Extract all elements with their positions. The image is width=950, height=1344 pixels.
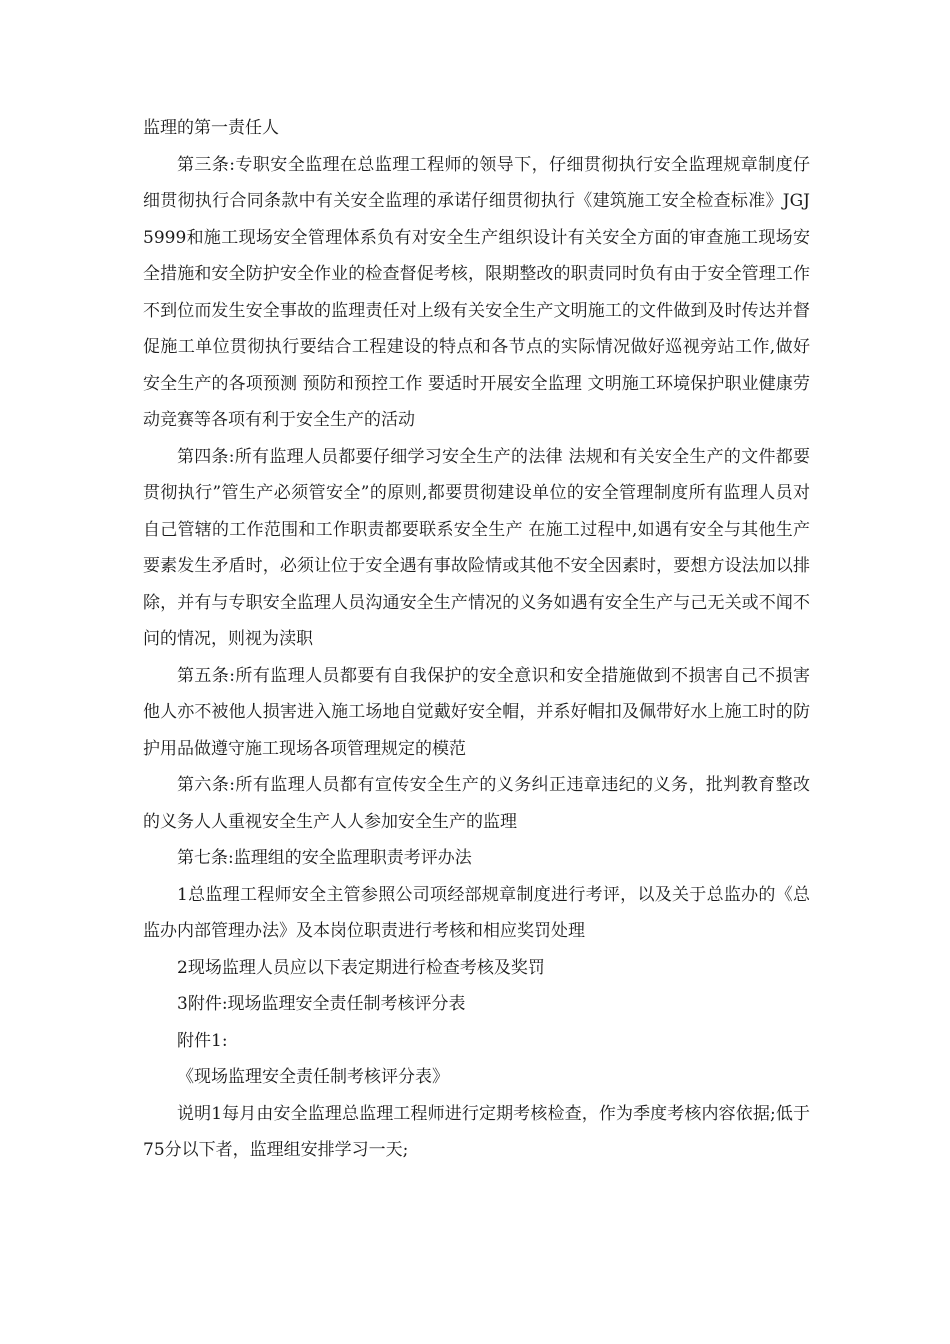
paragraph-note: 说明1每月由安全监理总监理工程师进行定期考核检查，作为季度考核内容依据;低于75分以下者，监理组安排学习一天; — [143, 1103, 810, 1160]
paragraph-article-6: 第六条:所有监理人员都有宣传安全生产的义务纠正违章违纪的义务，批判教育整改的义务人人重视安全生产人人参加安全生产的监理 — [143, 775, 810, 832]
paragraph-article-4: 第四条:所有监理人员都要仔细学习安全生产的法律 法规和有关安全生产的文件都要贯彻执行”管生产必须管安全”的原则,都要贯彻建设单位的安全管理制度所有监理人员对自己管辖的工作范围和工作职责都要联系安全生产 在施工过程中,如遇有安全与其他生产要素发生矛盾时，必须让位于安全遇有事故险情或其他不安全因素时，要想方设法加以排除，并有与专职安全监理人员沟通安全生产情况的义务如遇有安全生产与己无关或不闻不问的情况，则视为渎职 — [143, 446, 810, 649]
paragraph-article-3: 第三条:专职安全监理在总监理工程师的领导下，仔细贯彻执行安全监理规章制度仔细贯彻执行合同条款中有关安全监理的承诺仔细贯彻执行《建筑施工安全检查标准》JGJ5999和施工现场安全管理体系负有对安全生产组织设计有关安全方面的审查施工现场安全措施和安全防护安全作业的检查督促考核，限期整改的职责同时负有由于安全管理工作不到位而发生安全事故的监理责任对上级有关安全生产文明施工的文件做到及时传达并督促施工单位贯彻执行要结合工程建设的特点和各节点的实际情况做好巡视旁站工作,做好安全生产的各项预测 预防和预控工作 要适时开展安全监理 文明施工环境保护职业健康劳动竞赛等各项有利于安全生产的活动 — [143, 154, 810, 430]
paragraph-continuation: 监理的第一责任人 — [143, 118, 279, 138]
paragraph-item-1: 1总监理工程师安全主管参照公司项经部规章制度进行考评，以及关于总监办的《总监办内部管理办法》及本岗位职责进行考核和相应奖罚处理 — [143, 884, 810, 941]
paragraph-item-2: 2现场监理人员应以下表定期进行检查考核及奖罚 — [177, 957, 545, 978]
paragraph-article-7: 第七条:监理组的安全监理职责考评办法 — [177, 848, 472, 868]
paragraph-item-3: 3附件:现场监理安全责任制考核评分表 — [177, 994, 466, 1014]
paragraph-article-5: 第五条:所有监理人员都要有自我保护的安全意识和安全措施做到不损害自己不损害他人亦不被他人损害进入施工场地自觉戴好安全帽，并系好帽扣及佩带好水上施工时的防护用品做遵守施工现场各项管理规定的模范 — [143, 665, 810, 759]
paragraph-attachment-label: 附件1: — [177, 1030, 228, 1051]
paragraph-attachment-title: 《现场监理安全责任制考核评分表》 — [177, 1067, 449, 1087]
